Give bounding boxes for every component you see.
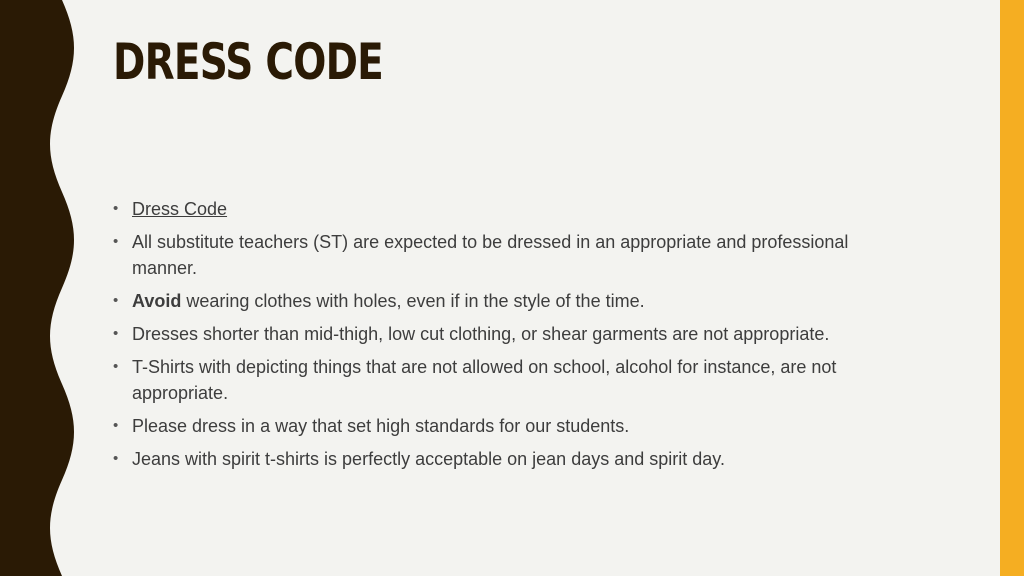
left-wave-band: [0, 0, 80, 576]
right-accent-bar: [1000, 0, 1024, 576]
bullet-text: Jeans with spirit t-shirts is perfectly acceptable on jean days and spirit day.: [132, 449, 725, 469]
wave-shape: [0, 0, 74, 576]
bullet-text: Dresses shorter than mid-thigh, low cut clothing, or shear garments are not appropriate.: [132, 324, 830, 344]
bullet-item: [113, 196, 913, 222]
bullet-item: [113, 229, 913, 281]
bullet-item: [113, 288, 913, 314]
slide-title: DRESS CODE: [113, 33, 384, 91]
bullet-item: [113, 446, 913, 472]
bullet-text: wearing clothes with holes, even if in the style of the time.: [181, 291, 645, 311]
bullet-list: [113, 196, 913, 479]
bullet-item: [113, 321, 913, 347]
bullet-text: All substitute teachers (ST) are expected to be dressed in an appropriate and professional manner.: [132, 232, 849, 278]
bullet-bold-text: Avoid: [132, 291, 182, 311]
bullet-text: Dress Code: [132, 199, 228, 219]
bullet-text: T-Shirts with depicting things that are not allowed on school, alcohol for instance, are not appropriate.: [132, 357, 837, 403]
bullet-item: [113, 413, 913, 439]
bullet-text: Please dress in a way that set high standards for our students.: [132, 416, 630, 436]
bullet-item: [113, 354, 913, 406]
